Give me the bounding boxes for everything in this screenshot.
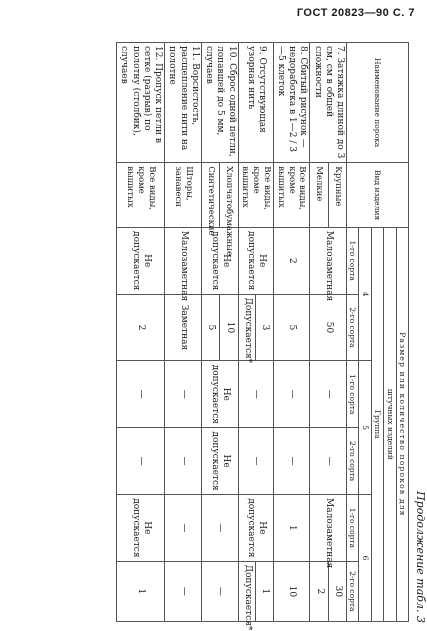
cell-value: 2 [273, 227, 310, 294]
item-type: Все виды, кроме вышитых [117, 163, 165, 228]
cell-value: Не допускается [202, 361, 239, 428]
defect-name: 10. Сброс одной петли, лопавшей до 5 мм, случаев [202, 43, 239, 163]
cell-value: 10 [273, 561, 310, 621]
table-row [165, 43, 202, 622]
group-6-header: 6 [359, 494, 371, 621]
cell-value: — [273, 361, 310, 428]
cell-value: 50 [310, 294, 347, 361]
cell-value: 5 [273, 294, 310, 361]
cell-value: Малозаметная [165, 227, 202, 294]
item-type: Синтетические [202, 163, 220, 228]
cell-value: Не допускается [117, 227, 165, 294]
cell-value: 3 [256, 294, 273, 361]
cell-value: — [117, 361, 165, 428]
cell-value: — [310, 361, 347, 428]
defect-name: 9. Отсутствующая узорная нить [238, 43, 273, 163]
cell-value: 2 [117, 294, 165, 361]
cell-value: 30 [328, 561, 346, 621]
item-type: Крупные [328, 163, 346, 228]
cell-value: Заметная [165, 294, 202, 361]
item-type: Все виды, кроме вышитых [238, 163, 273, 228]
table-row [256, 43, 273, 622]
grade-header: 1-го сорта [347, 494, 359, 561]
defect-name: 11. Ворсистость, расщепление нити на полотне [165, 43, 202, 163]
defect-name: 8. Сбитый рисунок — недоработка в 1—2 / 3—5 клеток [273, 43, 310, 163]
grade-header: 1-го сорта [347, 227, 359, 294]
item-type: Мелкие [310, 163, 328, 228]
table-row [117, 43, 165, 622]
cell-value: Не допускается [202, 227, 239, 294]
group-header: Группа [371, 227, 383, 621]
cell-value: — [238, 361, 273, 428]
cell-value: — [165, 428, 202, 495]
cell-value: 10 [220, 294, 238, 361]
col-name-header: Наименование порока [347, 43, 409, 163]
cell-value: Допускается* [238, 294, 255, 361]
page-header: ГОСТ 20823—90 С. 7 [296, 7, 415, 19]
cell-value: 5 [202, 294, 220, 361]
col-type-header: Вид изделия [347, 163, 409, 228]
cell-value: 1 [273, 494, 310, 561]
cell-value: Не допускается [202, 428, 239, 495]
cell-value: — [165, 561, 202, 621]
cell-value: 1 [256, 561, 273, 621]
table-row [220, 43, 238, 622]
cell-value: — [238, 428, 273, 495]
cell-value: Не допускается [117, 494, 165, 561]
item-type: Шторы, занавеси [165, 163, 202, 228]
group-5-header: 5 [359, 361, 371, 495]
item-type: Все виды, кроме вышитых [273, 163, 310, 228]
cell-value: Малозаметная [310, 494, 347, 561]
cell-value: Допускается* [238, 561, 255, 621]
piece-header: штучных изделий [384, 227, 396, 621]
table-row [328, 43, 346, 622]
grade-header: 1-го сорта [347, 361, 359, 428]
defect-name: 12. Пропуск петли в сетке (разрыв) по полотну (столбик), случаев [117, 43, 165, 163]
group-4-header: 4 [359, 227, 371, 361]
cell-value: — [310, 428, 347, 495]
cell-value: 2 [310, 561, 328, 621]
defects-table [116, 42, 409, 631]
cell-value: — [117, 428, 165, 495]
grade-header: 2-го сорта [347, 561, 359, 621]
grade-header: 2-го сорта [347, 294, 359, 361]
item-type: Хлопчатобумажные [220, 163, 238, 228]
cell-value: — [165, 494, 202, 561]
cell-value: — [202, 494, 239, 561]
cell-value: Малозаметная [310, 227, 347, 294]
cell-value: Не допускается [238, 494, 273, 561]
rotated-table-area [32, 36, 427, 631]
cell-value: 1 [117, 561, 165, 621]
cell-value: — [165, 361, 202, 428]
grade-header: 2-го сорта [347, 428, 359, 495]
size-header: Размер или количество пороков для [396, 227, 408, 621]
cell-value: Не допускается [238, 227, 273, 294]
table-continuation-label: Продолжение табл. 3 [414, 491, 427, 623]
table-row [273, 43, 310, 622]
cell-value: — [273, 428, 310, 495]
cell-value: — [202, 561, 239, 621]
defect-name: 7. Затяжка длиной до 3 см, см в общей сложности [310, 43, 347, 163]
